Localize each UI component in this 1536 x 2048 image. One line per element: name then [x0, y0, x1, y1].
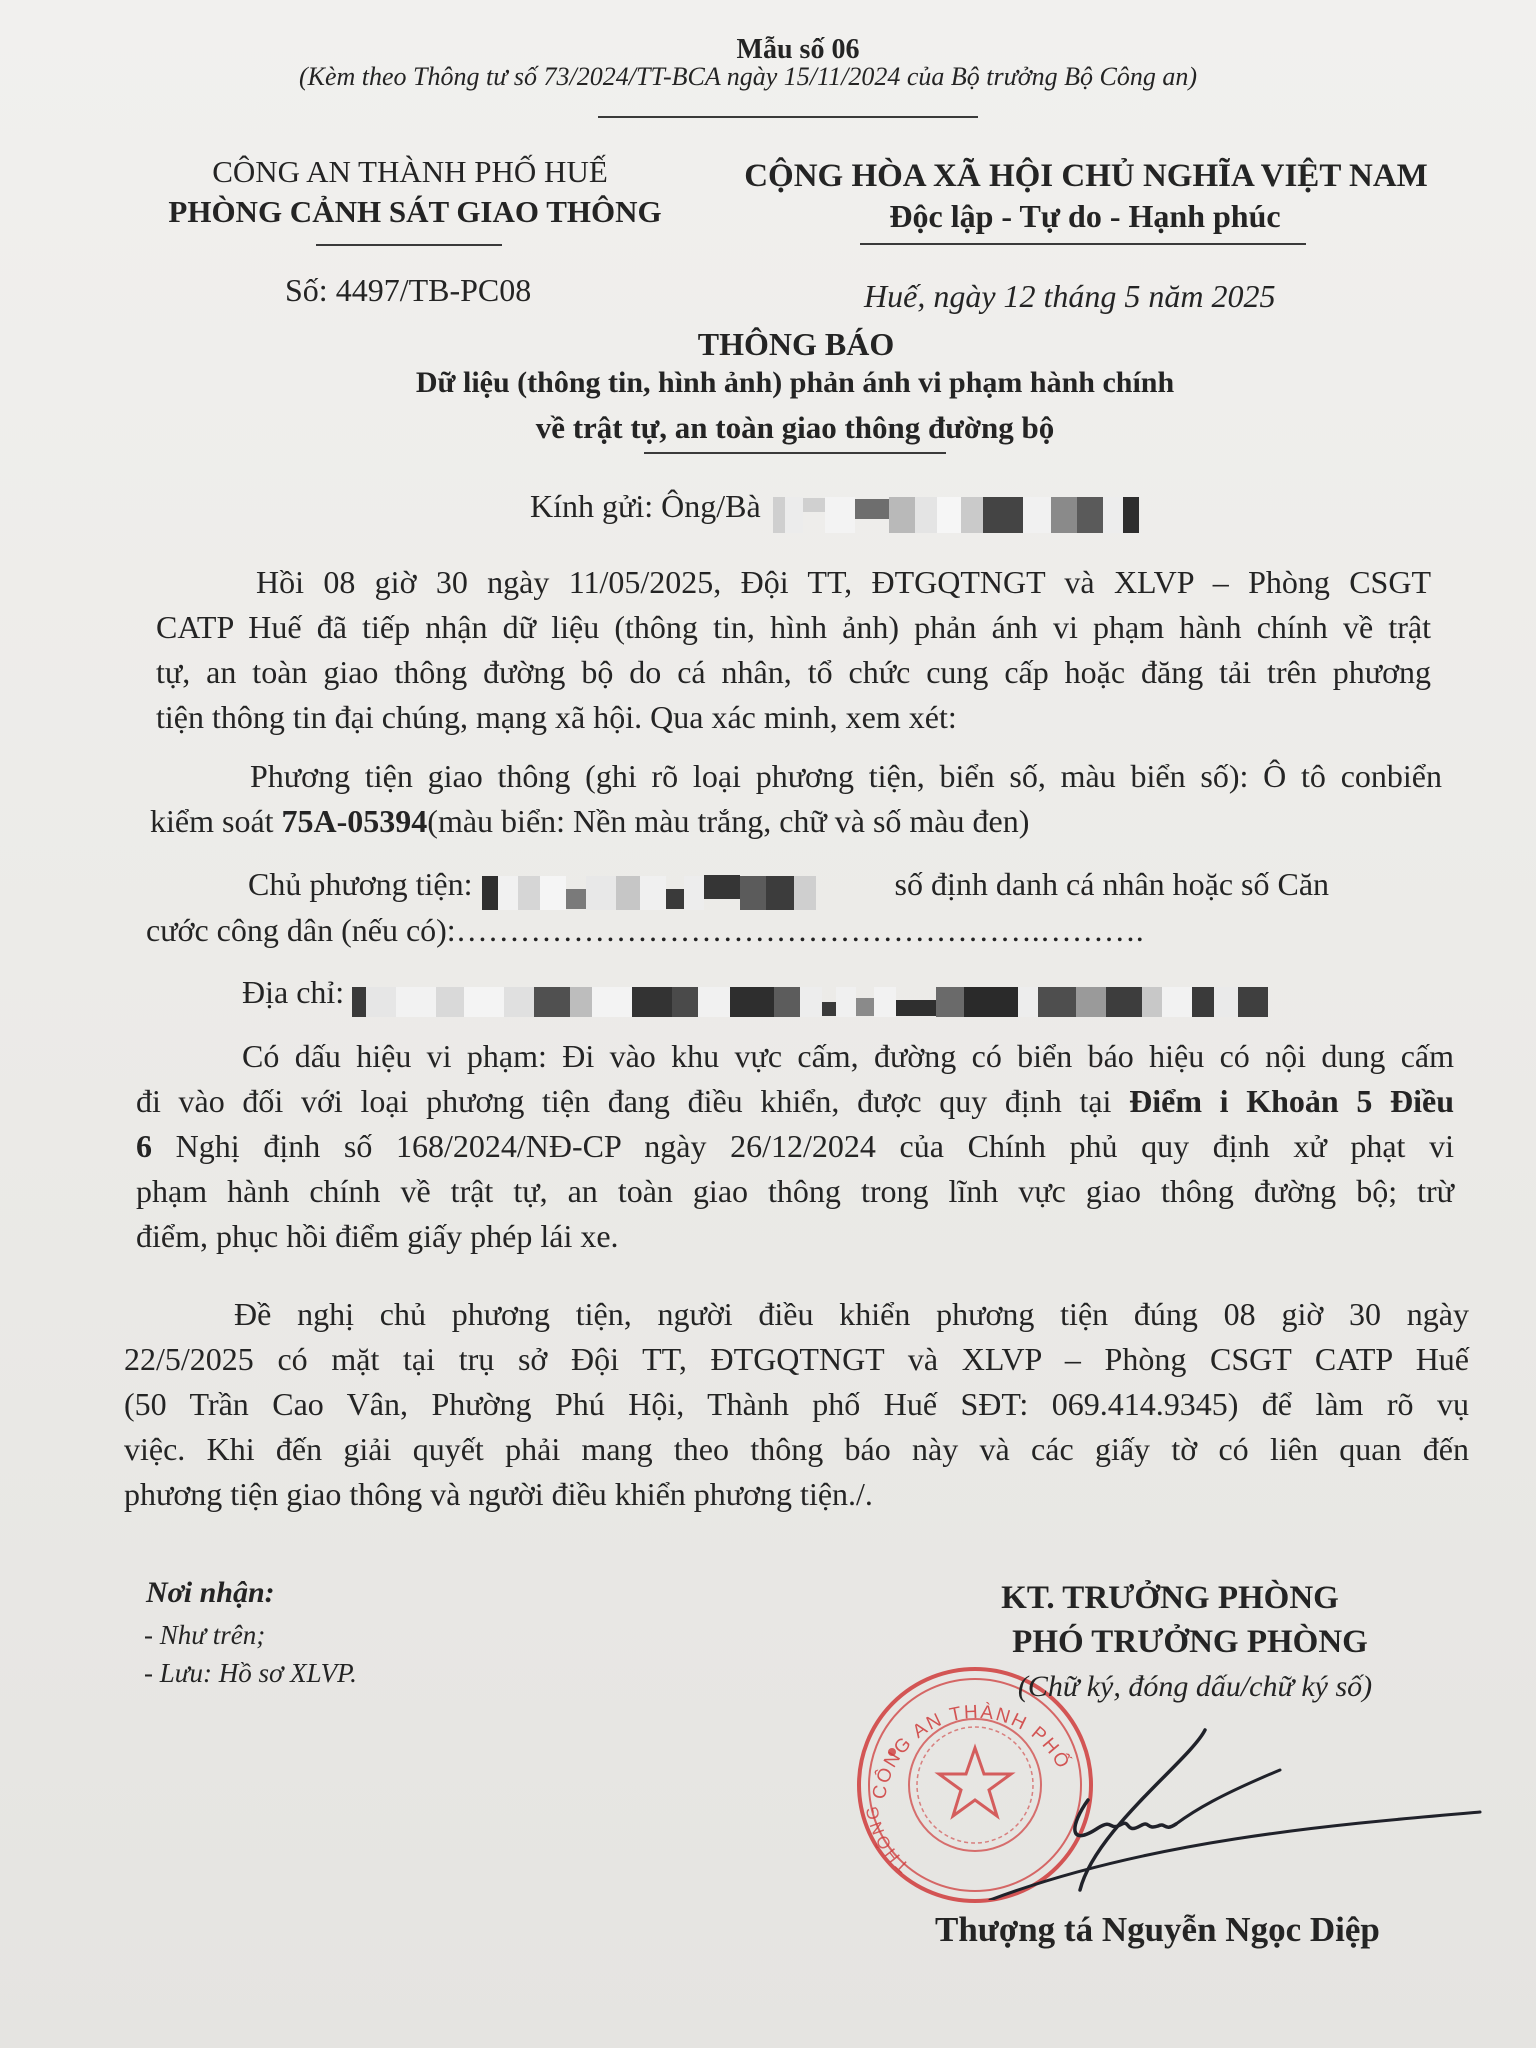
violation-line-5: điểm, phục hồi điểm giấy phép lái xe.: [136, 1218, 619, 1254]
national-motto: Độc lập - Tự do - Hạnh phúc: [889, 198, 1281, 234]
place-date: Huế, ngày 12 tháng 5 năm 2025: [864, 278, 1276, 314]
paragraph-request: [124, 1292, 1469, 1517]
notice-subject-line1: Dữ liệu (thông tin, hình ảnh) phản ánh vi phạm hành chính: [415, 366, 1175, 399]
document-number: Số: 4497/TB-PC08: [285, 272, 532, 308]
request-line-1: Đề nghị chủ phương tiện, người điều khiển phương tiện đúng 08 giờ 30 ngày: [234, 1296, 1469, 1332]
paragraph-vehicle: [150, 754, 1442, 844]
request-line-4: việc. Khi đến giải quyết phải mang theo thông báo này và các giấy tờ có liên quan đến: [124, 1431, 1469, 1467]
form-number: Mẫu số 06: [736, 34, 860, 65]
address-line: [242, 970, 1442, 1015]
violation-line-3: [136, 1124, 1454, 1169]
form-rule: [598, 116, 978, 118]
signature-note: (Chữ ký, đóng dấu/chữ ký số): [1017, 1670, 1373, 1703]
owner-id-text: số định danh cá nhân hoặc số Căn: [894, 866, 1330, 902]
violation-line-4: phạm hành chính về trật tự, an toàn giao thông trong lĩnh vực giao thông đường bộ; trừ: [136, 1173, 1454, 1209]
paragraph-violation: [136, 1034, 1454, 1259]
recipient-item: - Như trên;: [144, 1620, 266, 1650]
recipient-line: [530, 484, 1153, 530]
p1-line-3: tự, an toàn giao thông đường bộ do cá nhân, tổ chức cung cấp hoặc đăng tải trên phương: [156, 654, 1431, 690]
recipient-name-redacted: [773, 490, 1153, 530]
notice-heading: THÔNG BÁO: [697, 326, 895, 362]
handwritten-signature: [950, 1700, 1490, 1900]
owner-line-2: cước công dân (nếu có):……………………………………………….……….: [146, 911, 1144, 948]
legal-article: 6: [136, 1128, 152, 1164]
agency-rule: [316, 244, 502, 246]
request-line-3: (50 Trần Cao Vân, Phường Phú Hội, Thành phố Huế SĐT: 069.414.9345) để làm rõ vụ: [124, 1386, 1469, 1422]
svg-text:THÔNG: [862, 1803, 913, 1876]
subject-rule: [644, 452, 946, 454]
paragraph-address: [242, 970, 1442, 1015]
address-label: Địa chỉ:: [242, 974, 345, 1010]
vehicle-line-2: [150, 799, 1442, 844]
paragraph-receipt: [156, 560, 1431, 740]
motto-rule: [860, 243, 1306, 245]
agency-name: PHÒNG CẢNH SÁT GIAO THÔNG: [168, 194, 662, 229]
vehicle-line-1: Phương tiện giao thông (ghi rõ loại phương tiện, biển số, màu biển số): Ô tô conbiển: [250, 758, 1442, 794]
p1-line-4: tiện thông tin đại chúng, mạng xã hội. Qua xác minh, xem xét:: [156, 699, 957, 735]
violation-line-1: Có dấu hiệu vi phạm: Đi vào khu vực cấm, đường có biển báo hiệu có nội dung cấm: [242, 1038, 1454, 1074]
notice-subject-line2: về trật tự, an toàn giao thông đường bộ: [535, 410, 1055, 445]
paragraph-owner: [146, 862, 1446, 953]
owner-line-1: [146, 862, 1446, 908]
signature-title-2: PHÓ TRƯỞNG PHÒNG: [1012, 1624, 1368, 1660]
vehicle-plate-prefix: kiểm soát: [150, 803, 282, 839]
legal-clause: Điểm i Khoản 5 Điều: [1129, 1083, 1455, 1119]
license-plate: 75A-05394: [281, 803, 428, 839]
agency-parent: CÔNG AN THÀNH PHỐ HUẾ: [212, 154, 608, 189]
p1-line-2: CATP Huế đã tiếp nhận dữ liệu (thông tin, hình ảnh) phản ánh vi phạm hành chính về trật: [156, 609, 1431, 645]
request-line-2: 22/5/2025 có mặt tại trụ sở Đội TT, ĐTGQTNGT và XLVP – Phòng CSGT CATP Huế: [124, 1341, 1469, 1377]
plate-color: (màu biển: Nền màu trắng, chữ và số màu đen): [427, 803, 1030, 839]
address-redacted: [352, 977, 1342, 1015]
signature-title-1: KT. TRƯỞNG PHÒNG: [1001, 1580, 1339, 1616]
recipient-label: Kính gửi: Ông/Bà: [530, 488, 761, 524]
national-title: CỘNG HÒA XÃ HỘI CHỦ NGHĨA VIỆT NAM: [744, 158, 1428, 194]
owner-label: Chủ phương tiện:: [248, 866, 473, 902]
seal-top-text: CÔNG AN THÀNH PHỐ: [868, 1701, 1075, 1801]
decree-reference: Nghị định số 168/2024/NĐ-CP ngày 26/12/2024 của Chính phủ quy định xử phạt vi: [152, 1128, 1454, 1164]
recipients-label: Nơi nhận:: [146, 1576, 275, 1609]
form-legal-basis: (Kèm theo Thông tư số 73/2024/TT-BCA ngày 15/11/2024 của Bộ trưởng Bộ Công an): [298, 62, 1198, 91]
violation-line-2: [136, 1079, 1454, 1124]
signer-name: Thượng tá Nguyễn Ngọc Diệp: [935, 1910, 1380, 1949]
owner-name-redacted: [482, 868, 874, 908]
p1-line-1: Hồi 08 giờ 30 ngày 11/05/2025, Đội TT, ĐTGQTNGT và XLVP – Phòng CSGT: [256, 564, 1431, 600]
seal-left-text: THÔNG: [862, 1802, 913, 1877]
violation-text: đi vào đối với loại phương tiện đang điều khiển, được quy định tại: [136, 1083, 1130, 1119]
recipient-item: - Lưu: Hồ sơ XLVP.: [144, 1658, 357, 1688]
request-line-5: phương tiện giao thông và người điều khiển phương tiện./.: [124, 1476, 873, 1512]
